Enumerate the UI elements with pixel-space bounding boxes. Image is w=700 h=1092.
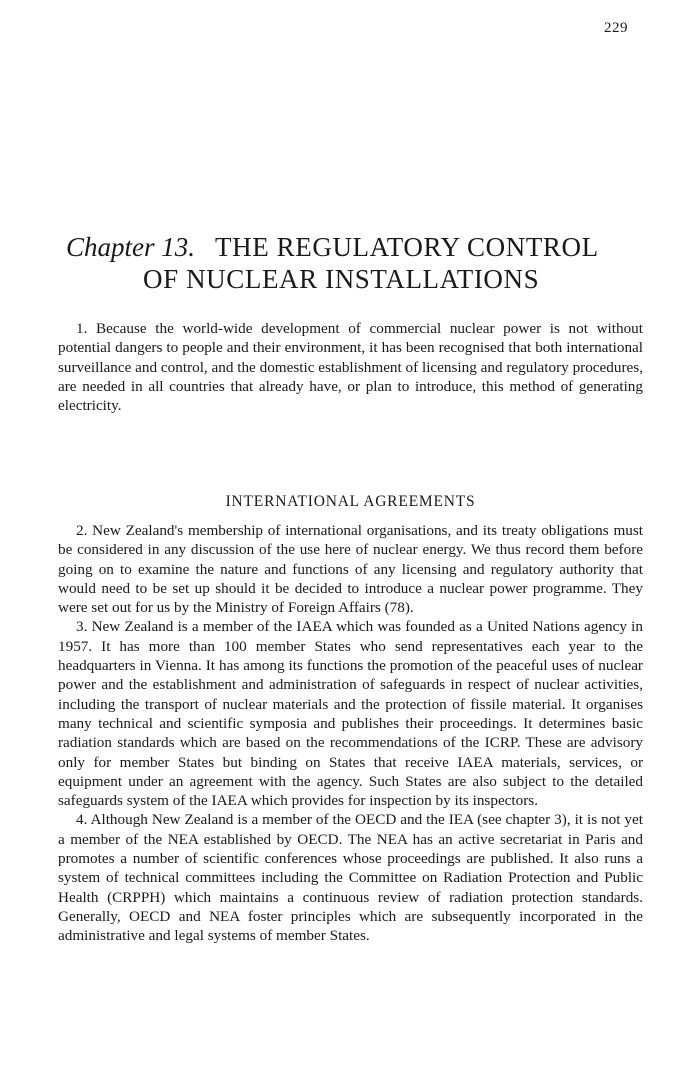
section-heading: INTERNATIONAL AGREEMENTS <box>225 493 476 510</box>
paragraph-4: 4. Although New Zealand is a member of the OECD and the IEA (see chapter 3), it is not yet a member of the NEA established by OECD. The NEA has an active secretariat in Paris and promotes a number of scientific conferences whose proceedings are published. It also runs a system of technical committees including the Committee on Radiation Protection and Public Health (CRPPH) which maintains a continuous review of radiation protection standards. Generally, OECD and NEA foster principles which are subsequently incorporated in the administrative and legal systems of member States. <box>58 811 643 945</box>
intro-paragraph: 1. Because the world-wide development of commercial nuclear power is not without potential dangers to people and their environment, it has been recognised that both international surveillance and control, and the domestic establishment of licensing and regulatory procedures, are needed in all countries that already have, or plan to introduce, this method of generating electricity. <box>58 320 643 415</box>
chapter-label: Chapter 13. <box>66 232 196 262</box>
chapter-title-block <box>58 232 648 294</box>
chapter-title-main: THE REGULATORY CONTROL <box>215 232 599 262</box>
section-body <box>58 521 643 946</box>
paragraph-2: 2. New Zealand's membership of international organisations, and its treaty obligations must be considered in any discussion of the use here of nuclear energy. We thus record them before going on to examine the nature and functions of any licensing and regulatory authority that would need to be set up should it be decided to introduce a nuclear power programme. They were set out for us by the Ministry of Foreign Affairs (78). <box>58 522 643 617</box>
paragraph-3: 3. New Zealand is a member of the IAEA which was founded as a United Nations agency in 1957. It has more than 100 member States who send representatives each year to the headquarters in Vienna. It has among its functions the promotion of the peaceful uses of nuclear power and the establishment and administration of safeguards in respect of nuclear activities, including the transport of nuclear materials and the protection of fissile material. It organises many technical and scientific symposia and publishes their proceedings. It determines basic radiation standards which are based on the recommendations of the ICRP. These are advisory only for member States but binding on States that receive IAEA materials, services, or equipment under an agreement with the agency. Such States are also subject to the detailed safeguards system of the IAEA which provides for inspection by its inspectors. <box>58 618 643 810</box>
chapter-title-line-1 <box>58 232 648 262</box>
page-number: 229 <box>604 20 628 36</box>
chapter-title-line-2: OF NUCLEAR INSTALLATIONS <box>143 264 540 294</box>
